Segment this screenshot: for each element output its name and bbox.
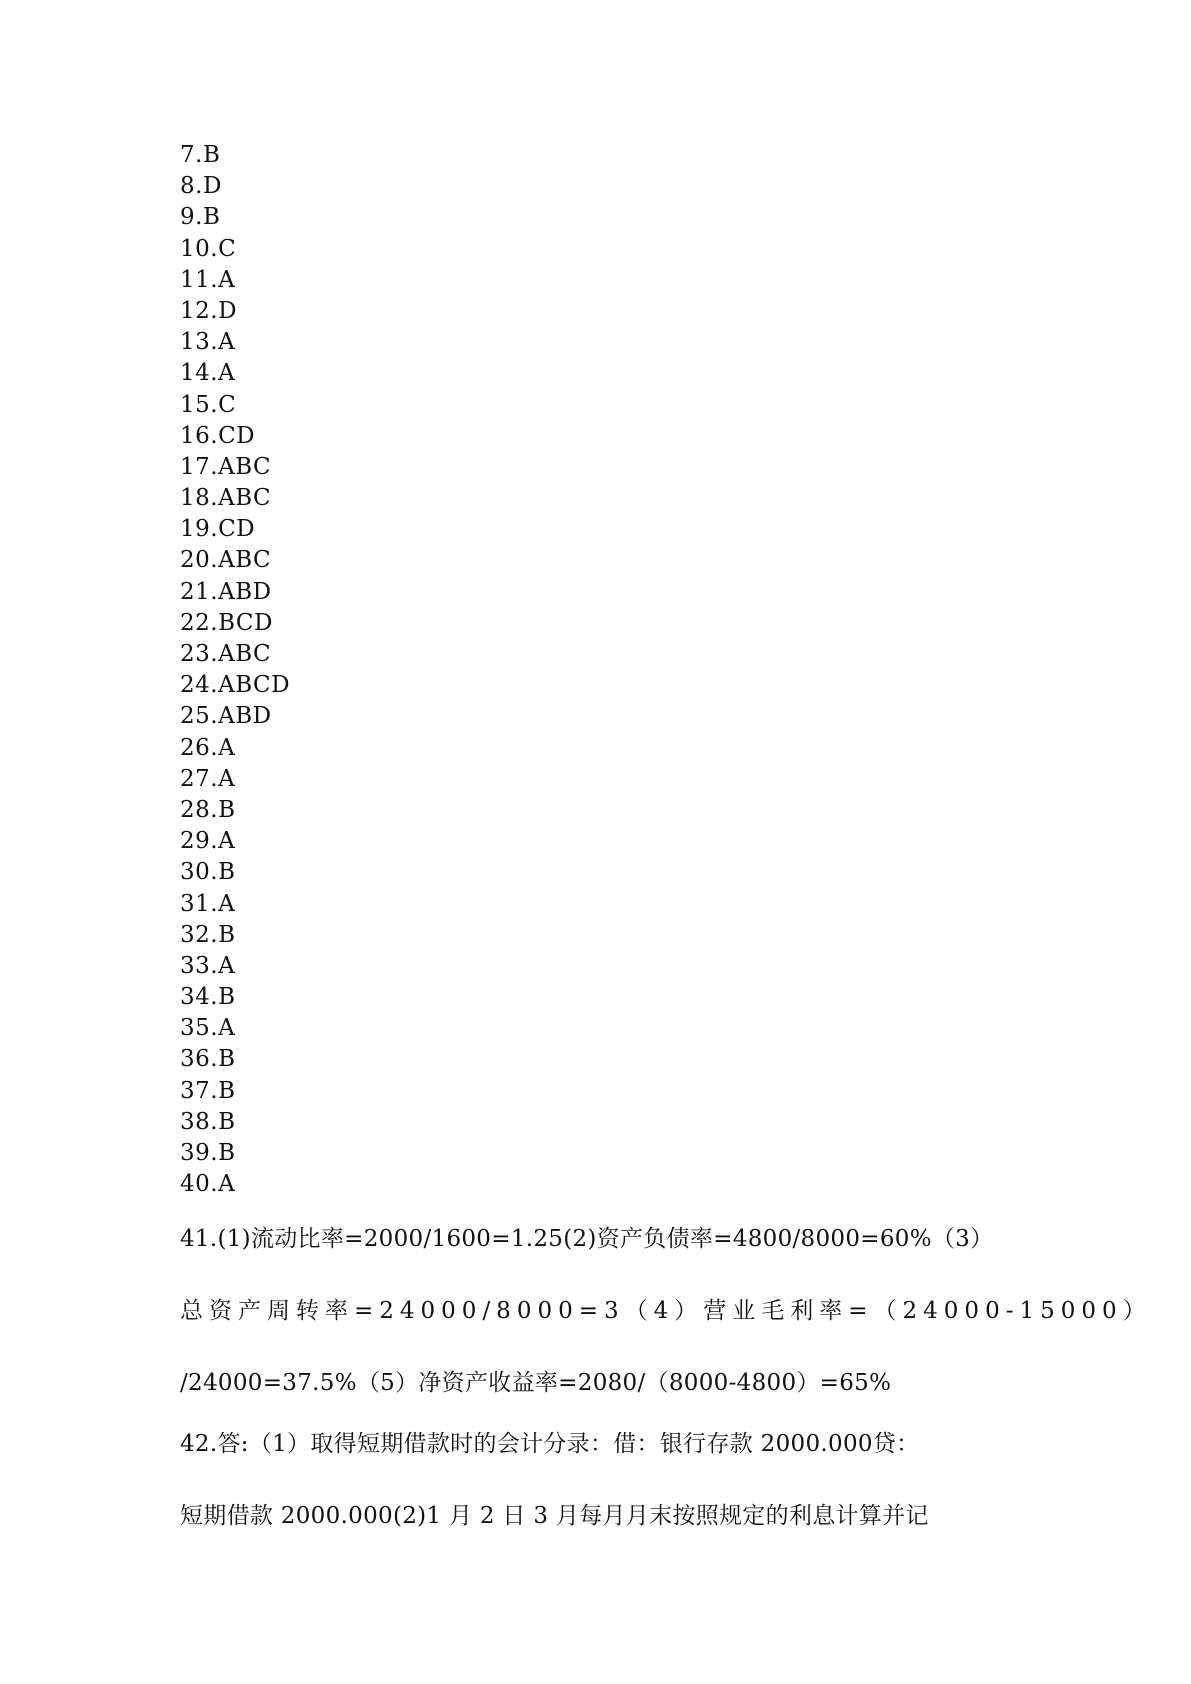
answer-item: 20.ABC xyxy=(180,547,272,574)
answer-item: 28.B xyxy=(180,796,236,823)
answer-item: 15.C xyxy=(180,391,237,418)
answer-item: 35.A xyxy=(180,1015,236,1042)
answer-item: 19.CD xyxy=(180,516,256,543)
answer-item: 10.C xyxy=(180,235,237,262)
answer-item: 12.D xyxy=(180,297,238,324)
answer-item: 27.A xyxy=(180,765,236,792)
answer-item: 38.B xyxy=(180,1108,236,1135)
answer-item: 25.ABD xyxy=(180,703,272,730)
question-41-answer xyxy=(180,1203,1152,1419)
answer-item: 8.D xyxy=(180,173,222,200)
question-42-answer xyxy=(180,1408,1010,1552)
answer-item: 29.A xyxy=(180,828,236,855)
q41-line-3: /24000=37.5%（5）净资产收益率=2080/（8000-4800）=65% xyxy=(180,1370,892,1396)
answer-list xyxy=(180,140,290,1200)
answer-item: 14.A xyxy=(180,360,236,387)
answer-item: 23.ABC xyxy=(180,641,272,667)
answer-item: 39.B xyxy=(180,1140,236,1166)
answer-item: 36.B xyxy=(180,1046,236,1073)
answer-item: 31.A xyxy=(180,890,236,917)
answer-item: 18.ABC xyxy=(180,485,272,512)
answer-item: 11.A xyxy=(180,266,236,293)
answer-item: 17.ABC xyxy=(180,453,272,480)
answer-item: 7.B xyxy=(180,142,221,168)
answer-item: 33.A xyxy=(180,952,236,979)
answer-item: 26.A xyxy=(180,734,236,761)
answer-item: 24.ABCD xyxy=(180,672,291,699)
q42-line-2: 短期借款 2000.000(2)1 月 2 日 3 月每月月末按照规定的利息计算并记 xyxy=(180,1503,929,1529)
answer-item: 9.B xyxy=(180,204,221,231)
answer-item: 34.B xyxy=(180,984,236,1011)
answer-item: 22.BCD xyxy=(180,609,273,636)
answer-item: 13.A xyxy=(180,329,236,356)
answer-item: 21.ABD xyxy=(180,578,272,605)
q41-line-2: 总资产周转率=24000/8000=3（4）营业毛利率=（24000-15000） xyxy=(180,1298,1152,1324)
q41-line-1: 41.(1)流动比率=2000/1600=1.25(2)资产负债率=4800/8000=60%（3） xyxy=(180,1226,994,1252)
answer-item: 30.B xyxy=(180,859,236,886)
answer-item: 40.A xyxy=(180,1171,236,1198)
q42-line-1: 42.答:（1）取得短期借款时的会计分录：借：银行存款 2000.000贷： xyxy=(180,1431,920,1457)
answer-item: 32.B xyxy=(180,921,236,948)
answer-item: 16.CD xyxy=(180,422,256,449)
answer-item: 37.B xyxy=(180,1077,236,1104)
